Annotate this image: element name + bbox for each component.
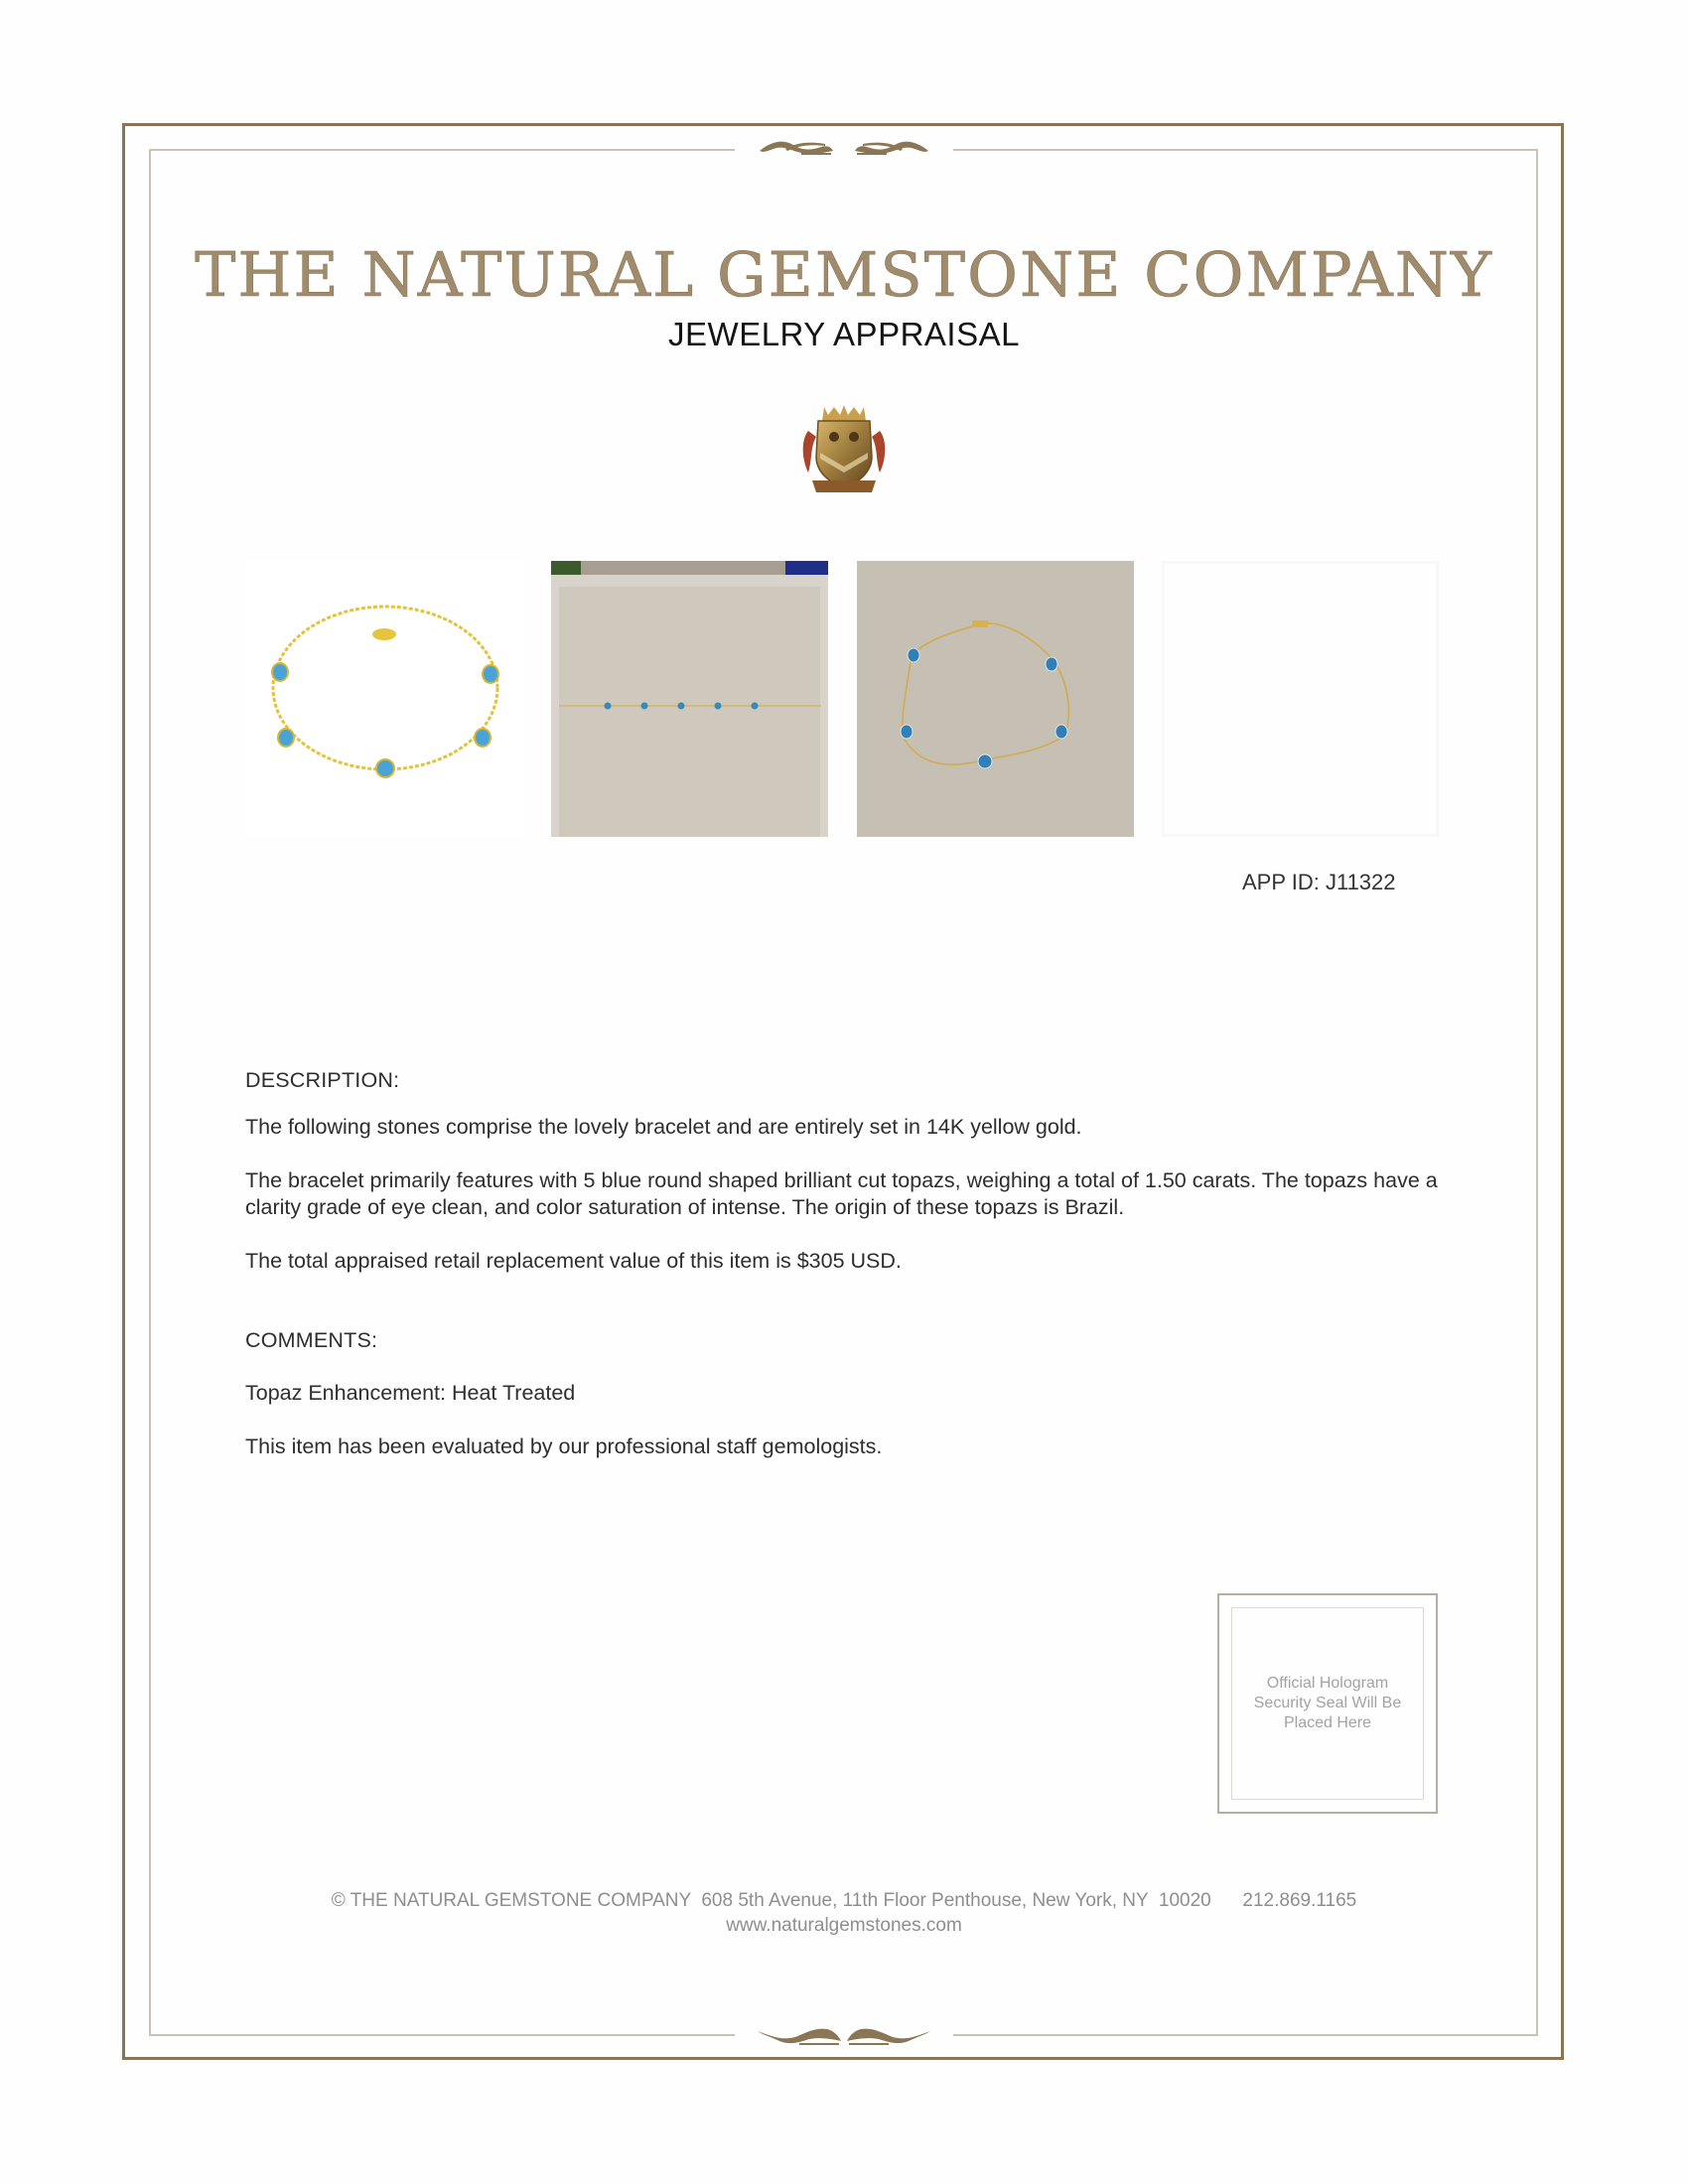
hologram-seal-placeholder	[1217, 1593, 1438, 1814]
description-paragraph-2: The bracelet primarily features with 5 blue round shaped brilliant cut topazs, weighing a total of 1.50 carats. The topazs have a clarity grade of eye clean, and color saturation of intense. The origin of these topazs is Brazil.	[245, 1168, 1438, 1219]
hologram-seal-inner-frame	[1231, 1607, 1424, 1800]
bracelet-photo-box	[551, 561, 828, 837]
flourish-ornament-icon	[740, 131, 948, 161]
document-subtitle: JEWELRY APPRAISAL	[668, 316, 1020, 352]
company-crest-icon	[794, 401, 894, 500]
flourish-ornament-icon	[740, 2021, 948, 2051]
bracelet-photo-render	[246, 561, 523, 837]
appraisal-id: APP ID: J11322	[1242, 870, 1396, 894]
description-paragraph-1: The following stones comprise the lovely bracelet and are entirely set in 14K yellow gold.	[245, 1115, 1082, 1139]
description-label: DESCRIPTION:	[245, 1068, 400, 1092]
hologram-seal-text: Official Hologram Security Seal Will Be Placed Here	[1253, 1675, 1402, 1731]
bracelet-photo-fabric	[857, 561, 1134, 837]
footer-address: © THE NATURAL GEMSTONE COMPANY 608 5th Avenue, 11th Floor Penthouse, New York, NY 10020 212.869.1165	[331, 1890, 1357, 1911]
company-title: THE NATURAL GEMSTONE COMPANY	[195, 238, 1493, 311]
comments-label: COMMENTS:	[245, 1328, 378, 1352]
comment-evaluation: This item has been evaluated by our professional staff gemologists.	[245, 1434, 883, 1458]
footer-website[interactable]: www.naturalgemstones.com	[726, 1915, 962, 1936]
comment-enhancement: Topaz Enhancement: Heat Treated	[245, 1381, 576, 1405]
description-paragraph-3: The total appraised retail replacement value of this item is $305 USD.	[245, 1249, 902, 1273]
blank-photo-slot	[1162, 561, 1439, 837]
